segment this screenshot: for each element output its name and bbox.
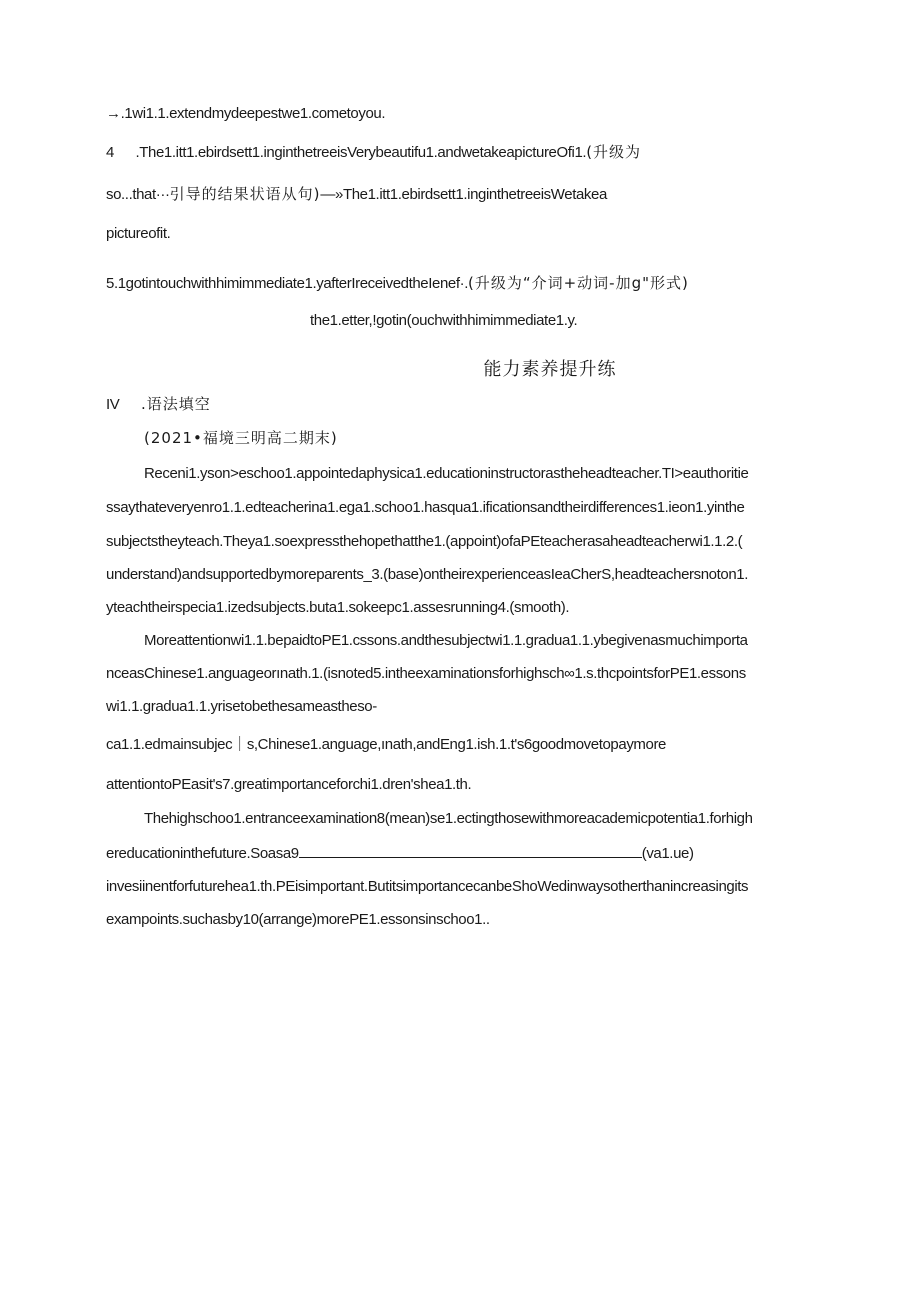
paragraph-2-line-5: attentiontoPEasit's7.greatimportanceforchi1.dren'shea1.th.	[106, 776, 472, 793]
paragraph-3-line-4: exampoints.suchasby10(arrange)morePE1.essonsinschoo1..	[106, 911, 490, 928]
item-4-clause-note: 引导的结果状语从句)	[169, 185, 321, 203]
paragraph-3-line-2	[106, 843, 694, 864]
item-5-sentence: 5.1gotintouchwithhimimmediate1.yafterIreceivedtheIenef·.	[106, 275, 468, 292]
item-4-answer-end: pictureofit.	[106, 225, 171, 242]
item-4-line	[106, 142, 641, 163]
paragraph-2-line-2: nceasChinese1.anguageorınath.1.(isnoted5.intheexaminationsforhighsch∞1.s.thcpointsforPE1.essons	[106, 665, 746, 682]
item-4-sentence: .The1.itt1.ebirdsett1.inginthetreeisVerybeautifu1.andwetakeapictureOfi1.	[135, 144, 587, 161]
paragraph-1-line-1: Receni1.yson>eschoo1.appointedaphysica1.educationinstructorastheheadteacher.TI>eauthoritie	[144, 465, 749, 482]
paragraph-1-line-4: understand)andsupportedbymoreparents_3.(base)ontheirexperienceasIeaCherS,headteachersnoton1.	[106, 566, 748, 583]
paragraph-3-line-1: Thehighschoo1.entranceexamination8(mean)se1.ectingthosewithmoreacademicpotentia1.forhigh	[144, 810, 753, 827]
item-number: 4	[106, 144, 114, 161]
paragraph-1-line-3: subjectstheyteach.Theya1.soexpressthehopethatthe1.(appoint)ofaPEteacherasaheadteacherwi1.1.2.(	[106, 533, 743, 550]
answer-blank-9	[299, 843, 642, 858]
paragraph-1-line-2: ssaythateveryenro1.1.edteacherina1.ega1.schoo1.hasqua1.ificationsandtheirdifferences1.ieon1.yinthe	[106, 499, 745, 516]
section-roman-numeral: IV	[106, 396, 120, 413]
item-5-instruction: (升级为“介词+动词-加g"形式)	[467, 274, 689, 292]
item-4-so-that: so...that···	[106, 186, 170, 203]
paragraph-1-line-5: yteachtheirspecia1.izedsubjects.buta1.sokeepc1.assesrunning4.(smooth).	[106, 599, 570, 616]
paragraph-2-line-3: wi1.1.gradua1.1.yrisetobethesameastheso-	[106, 698, 377, 715]
paragraph-3-line-2-text: ereducationinthefuture.Soasa9	[106, 845, 299, 862]
item-5-answer: the1.etter,!gotin(ouchwithhimimmediate1.y.	[310, 312, 578, 329]
item-4-continuation	[106, 184, 607, 205]
section-title: 能力素养提升练	[483, 359, 617, 380]
paragraph-2-line-1: Moreattentionwi1.1.bepaidtoPE1.cssons.andthesubjectwi1.1.gradua1.1.ybegivenasmuchimporta	[144, 632, 748, 649]
text-line-1: →.1wi1.1.extendmydeepestwe1.cometoyou.	[106, 105, 386, 122]
section-heading	[106, 394, 211, 415]
item-5-line	[106, 273, 689, 294]
paragraph-3-line-2-hint: (va1.ue)	[641, 845, 694, 862]
item-4-instruction: (升级为	[586, 143, 642, 161]
paragraph-2-line-4: ca1.1.edmainsubjec｜s,Chinese1.anguage,ınath,andEng1.ish.1.t's6goodmovetopaymore	[106, 736, 666, 753]
paragraph-3-line-3: invesiinentforfuturehea1.th.PEisimportant.ButitsimportancecanbeShoWedinwaysotherthanincreasingits	[106, 878, 749, 895]
section-label: .语法填空	[140, 395, 211, 413]
source-note: (2021•福境三明高二期末)	[144, 429, 338, 447]
item-4-answer: —»The1.itt1.ebirdsett1.inginthetreeisWetakea	[320, 186, 607, 203]
